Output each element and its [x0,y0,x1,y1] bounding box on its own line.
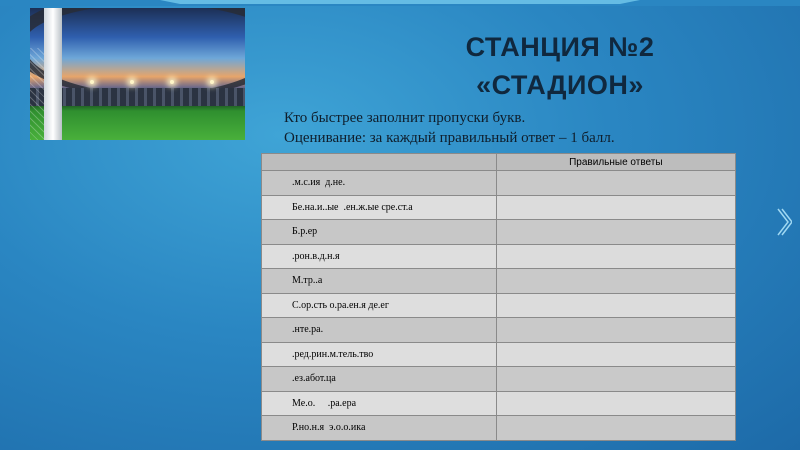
task-cell: Б.р.ер [292,226,318,238]
top-accent-stripe [0,0,800,6]
table-row [262,416,736,441]
task-cell: М.тр..а [292,275,323,287]
task-cell: Ме.о. .ра.ера [292,397,357,409]
station-title [395,28,725,104]
table-header-row [262,154,736,171]
table-row [262,244,736,269]
answer-cell[interactable] [496,269,735,294]
table-row [262,220,736,245]
task-cell: Бе.на.и..ые .ен.ж.ые сре.ст.а [292,201,413,213]
instruction-line1: Кто быстрее заполнит пропуски букв. [284,110,526,126]
task-cell: .ез.абот.ца [292,373,336,385]
stadium-image [30,8,245,140]
task-cell: .рон.в.д.н.я [292,250,340,262]
answer-cell[interactable] [496,171,735,196]
station-title-line2: «СТАДИОН» [476,70,644,100]
table-row [262,195,736,220]
answer-cell[interactable] [496,195,735,220]
task-instructions [284,108,615,148]
table-row [262,342,736,367]
table-row [262,318,736,343]
header-cell-answers: Правильные ответы [496,154,735,171]
chevron-right-icon [776,205,792,239]
answer-cell[interactable] [496,391,735,416]
task-cell: .ред.рин.м.тель.тво [292,348,374,360]
answer-cell[interactable] [496,318,735,343]
station-title-line1: СТАНЦИЯ №2 [465,32,655,62]
answer-cell[interactable] [496,293,735,318]
answer-cell[interactable] [496,244,735,269]
instruction-line2: Оценивание: за каждый правильный ответ – 1 балл. [284,130,615,146]
task-table [261,153,736,441]
answer-cell[interactable] [496,367,735,392]
table-row [262,269,736,294]
task-cell: С.ор.сть о.ра.ен.я де.ег [292,299,389,311]
answer-cell[interactable] [496,220,735,245]
task-cell: .м.с.ия д.не. [292,177,346,189]
task-cell: .нте.ра. [292,324,324,336]
table-row [262,391,736,416]
table-row [262,293,736,318]
task-cell: Р.но.н.я э.о.о.ика [292,422,366,434]
header-cell-task [262,154,497,171]
answer-cell[interactable] [496,342,735,367]
answer-cell[interactable] [496,416,735,441]
table-row [262,171,736,196]
table-row [262,367,736,392]
